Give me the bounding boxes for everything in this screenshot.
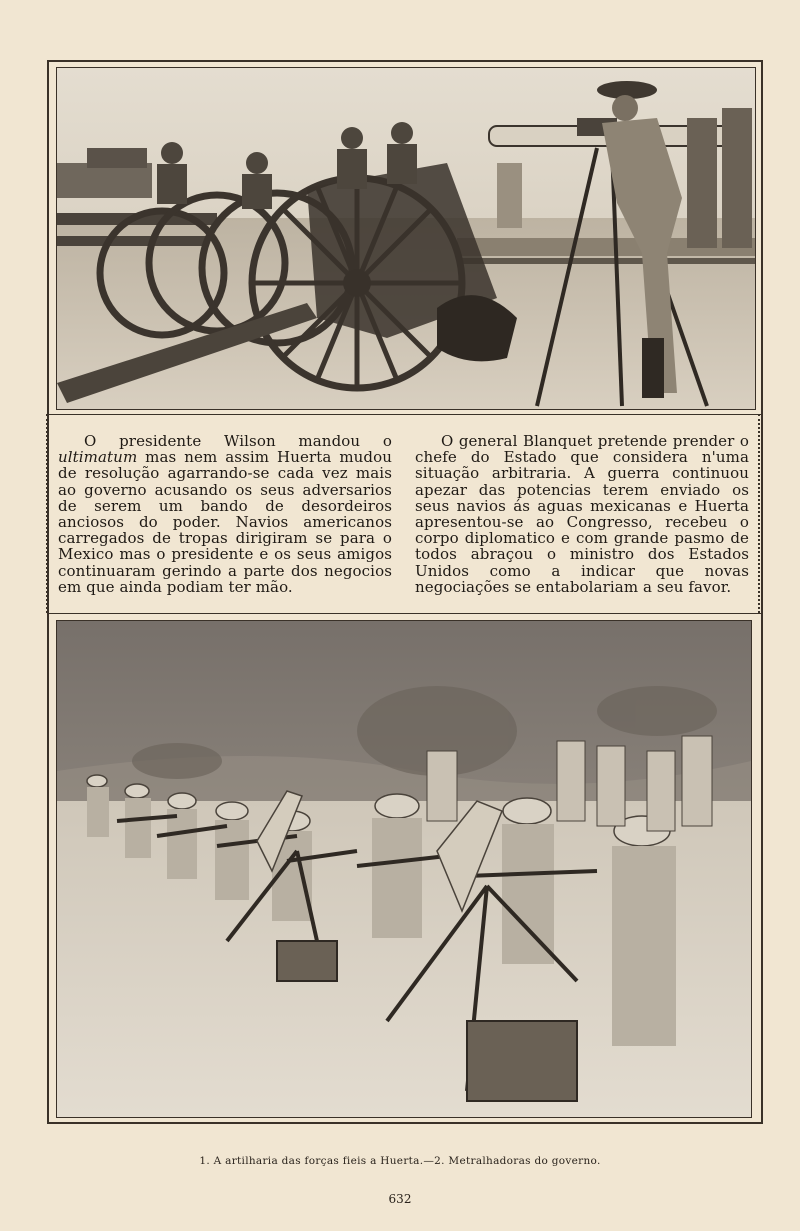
dotted-rule-left [46,414,48,613]
artillery-illustration [57,68,755,409]
machine-guns-illustration [57,621,751,1117]
paragraph-1-emphasis: ultimatum [58,448,138,467]
article-column-2 [415,433,749,595]
divider-top [47,414,763,415]
photo-caption: 1. A artilharia das forças fieis a Huerta.—2. Metralhadoras do governo. [199,1155,601,1167]
divider-bottom [47,613,763,614]
paragraph-1-rest: mas nem assim Huerta mudou de resolução agarrando-se cada vez mais ao governo acusando os seus adversarios de serem um bando de desordeiros anciosos do poder. Navios americanos carregados de tropas dirigiram se para o Mexico mas o presidente e os seus amigos continuaram gerindo a parte dos negocios em que ainda podiam ter mão. [58,448,392,596]
artillery-photo [56,67,756,410]
page-number: 632 [388,1192,412,1206]
paragraph-1-lead: O presidente Wilson mandou o [84,432,392,450]
article-column-1 [58,433,392,595]
machine-guns-photo [56,620,752,1118]
dotted-rule-right [758,414,760,613]
paragraph-1 [58,433,392,595]
paragraph-2: O general Blanquet pretende prender o chefe do Estado que considera n'uma situação arbitraria. A guerra continuou apezar das potencias terem enviado os seus navios ás aguas mexicanas e Huerta apresentou-se ao Congresso, recebeu o corpo diplomatico e com grande pasmo de todos abraçou o ministro dos Estados Unidos como a indicar que novas negociações se entabolariam a seu favor. [415,432,749,596]
